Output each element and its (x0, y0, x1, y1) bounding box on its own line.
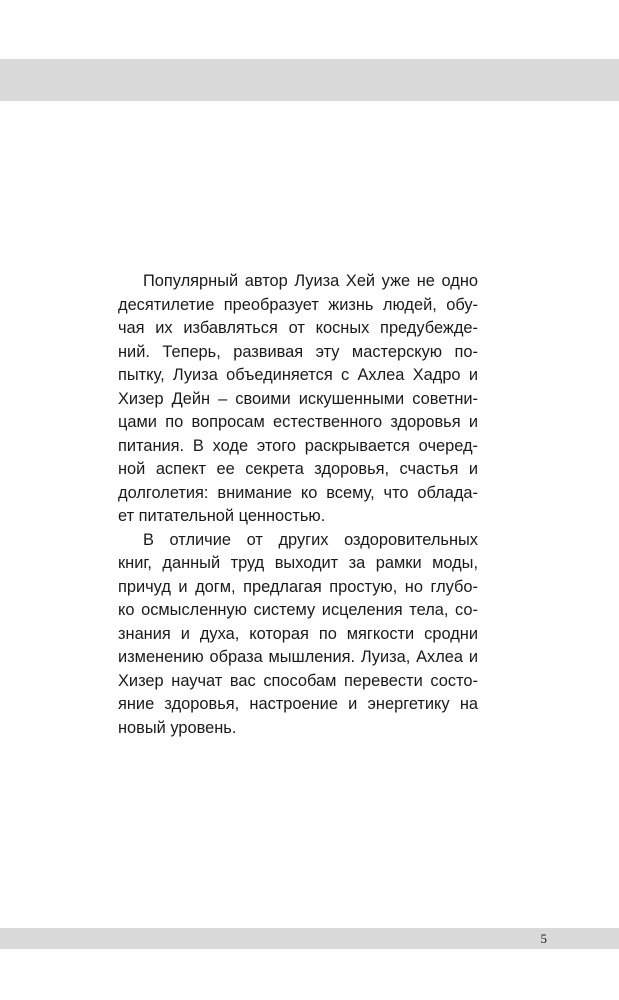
text-line: долголетия: внимание ко всему, что облада- (118, 483, 478, 502)
text-line: чая их избавляться от косных предубежде- (118, 319, 478, 337)
text-line: пытку, Луиза объединяется с Ахлеа Хадро и (118, 366, 478, 384)
body-text (118, 270, 478, 740)
text-line: Хизер научат вас способам перевести состо- (118, 671, 478, 690)
text-line: Популярный автор Луиза Хей уже не одно (143, 272, 478, 290)
footer-band (0, 928, 619, 949)
text-line: знания и духа, которая по мягкости сродни (118, 624, 478, 643)
paragraph-2 (118, 529, 478, 741)
text-line: десятилетие преобразует жизнь людей, обу- (118, 295, 478, 314)
text-line: яние здоровья, настроение и энергетику на (118, 695, 478, 713)
text-line: В отличие от других оздоровительных (143, 530, 478, 549)
text-line: ний. Теперь, развивая эту мастерскую по- (118, 342, 478, 361)
text-line: новый уровень. (118, 718, 237, 737)
text-line: ет питательной ценностью. (118, 507, 326, 525)
text-line: Хизер Дейн – своими искушенными советни- (118, 389, 478, 408)
text-line: ко осмысленную систему исцеления тела, со- (118, 601, 478, 619)
paragraph-1 (118, 270, 478, 529)
page-number: 5 (540, 931, 547, 946)
text-line: цами по вопросам естественного здоровья и (118, 413, 478, 431)
text-line: причуд и догм, предлагая простую, но глубо- (118, 577, 478, 596)
text-line: книг, данный труд выходит за рамки моды, (118, 554, 478, 572)
text-line: питания. В ходе этого раскрывается очеред- (118, 436, 478, 455)
text-line: изменению образа мышления. Луиза, Ахлеа и (118, 648, 478, 666)
text-line: ной аспект ее секрета здоровья, счастья и (118, 460, 478, 478)
header-band (0, 59, 619, 101)
